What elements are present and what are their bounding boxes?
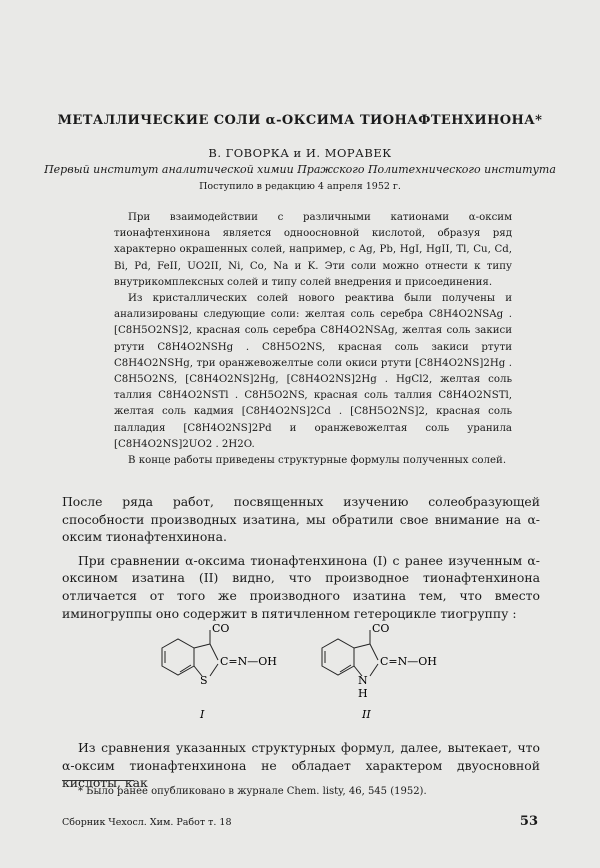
n-label: N <box>358 674 368 687</box>
c-n-oh-label: C=N—OH <box>380 655 437 668</box>
body-text-continued <box>62 739 540 792</box>
co-label: CO <box>372 622 390 635</box>
authors: В. ГОВОРКА и И. МОРАВЕК <box>208 146 392 160</box>
abstract <box>114 210 512 469</box>
received-date: Поступило в редакцию 4 апреля 1952 г. <box>199 181 401 192</box>
structure-1 <box>162 630 218 676</box>
journal-footer: Сборник Чехосл. Хим. Работ т. 18 <box>62 817 232 828</box>
footnote-rule <box>62 780 134 781</box>
structure-2 <box>322 630 378 676</box>
body-paragraph: Из сравнения указанных структурных формул, далее, вытекает, что α-оксим тионафтенхинона не обладает характером двуосновной кислоты, как <box>62 740 540 791</box>
structural-formulas <box>140 620 460 730</box>
s-label: S <box>200 674 208 687</box>
structure-label-1: I <box>200 708 205 721</box>
h-label: H <box>358 687 368 700</box>
structural-formulas-svg <box>140 620 460 730</box>
co-label: CO <box>212 622 230 635</box>
c-n-oh-label: C=N—OH <box>220 655 277 668</box>
body-paragraph: При сравнении α-оксима тионафтенхинона (I) с ранее изученным α-оксином изатина (II) видно, что производное тионафтенхинона отличается от того же производного изатина тем, что вместо иминогруппы оно содержит в пятичленном гетероцикле тиогруппу : <box>62 552 540 621</box>
body-paragraph: После ряда работ, посвященных изучению солеобразующей способности производных изатина, мы обратили свое внимание на α-оксим тионафтенхинона. <box>62 494 540 545</box>
article-title: МЕТАЛЛИЧЕСКИЕ СОЛИ α-ОКСИМА ТИОНАФТЕНХИНОНА* <box>57 113 543 128</box>
institute: Первый институт аналитической химии Пражского Политехнического института <box>44 163 556 176</box>
abstract-paragraph: Из кристаллических солей нового реактива были получены и анализированы следующие соли: желтая соль серебра C8H4O2NSAg . [C8H5O2NS]2, красная соль серебра C8H4O2NSAg, желтая соль закиси ртути C8H4O2NSHg . C8H5O2NS, красная соль закиси ртути C8H4O2NSHg, три оранжевожелтые соли окиси ртути [C8H4O2NS]2Hg . C8H5O2NS, [C8H4O2NS]2Hg, [C8H4O2NS]2Hg . HgCl2, желтая соль таллия C8H4O2NSTl . C8H5O2NS, красная соль таллия C8H4O2NSTl, желтая соль кадмия [C8H4O2NS]2Cd . [C8H5O2NS]2, красная соль палладия [C8H4O2NS]2Pd и оранжевожелтая соль уранила [C8H4O2NS]2UO2 . 2H2O. <box>114 293 512 450</box>
structure-label-2: II <box>362 708 371 721</box>
page-number: 53 <box>519 814 538 829</box>
footnote: * Было ранее опубликовано в журнале Chem. listy, 46, 545 (1952). <box>78 786 427 797</box>
abstract-paragraph: При взаимодействии с различными катионами α-оксим тионафтенхинона является одноосновной кислотой, образуя ряд характерно окрашенных солей, например, с Ag, Pb, HgI, HgII, Tl, Cu, Cd, Bi, Pd, FeII, UO2II, Ni, Co, Na и K. Эти соли можно отнести к типу внутрикомплексных солей и типу солей внедрения и присоединения. <box>114 212 512 288</box>
abstract-paragraph: В конце работы приведены структурные формулы полученных солей. <box>128 455 507 467</box>
body-text <box>62 493 540 628</box>
